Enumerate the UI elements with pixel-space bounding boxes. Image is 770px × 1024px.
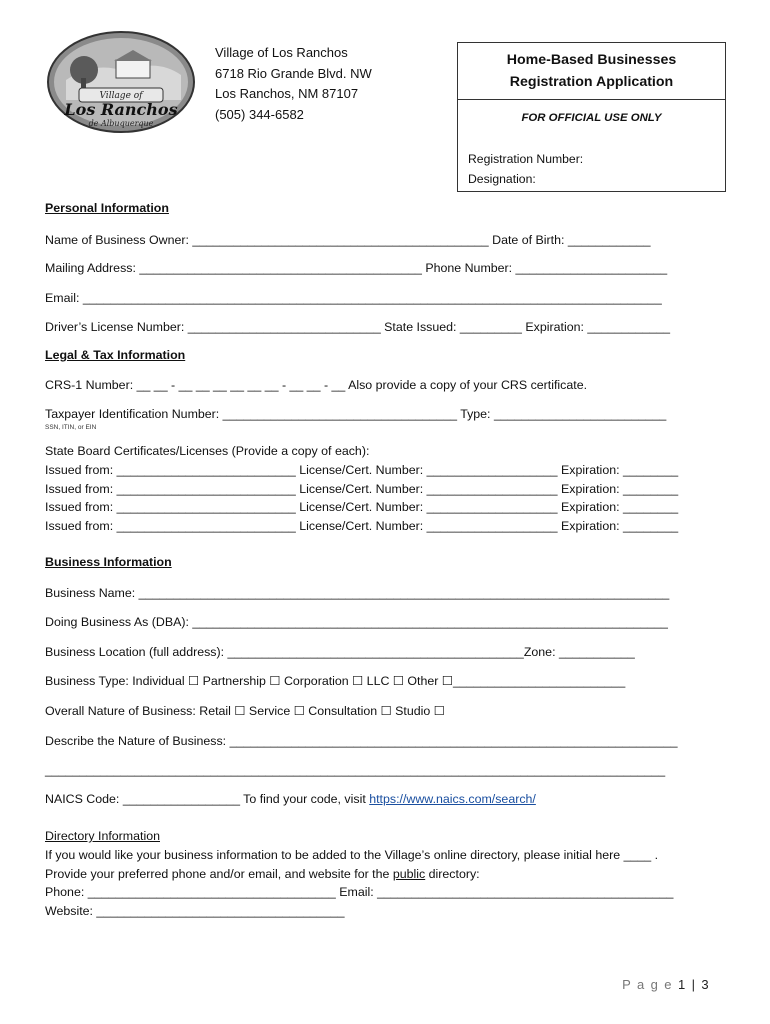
form-title-line-1: Home-Based Businesses [506, 52, 677, 68]
directory-website-field[interactable]: Website: ____________________________________ [45, 904, 345, 918]
directory-preference-line [45, 865, 480, 883]
official-use-heading: FOR OFFICIAL USE ONLY [521, 112, 662, 124]
directory-line2-post: directory: [425, 867, 480, 881]
business-info-heading: Business Information [45, 555, 172, 569]
mailing-address-field[interactable]: Mailing Address: _________________________________________ Phone Number: ______________________ [45, 261, 668, 275]
village-logo [46, 30, 196, 134]
issued-from-row[interactable]: Issued from: __________________________ License/Cert. Number: ___________________ Expiration: ________ [45, 519, 679, 533]
official-use-box [457, 100, 726, 192]
email-field[interactable]: Email: ____________________________________________________________________________________ [45, 291, 662, 305]
village-address [215, 43, 372, 125]
taxpayer-id-field[interactable]: Taxpayer Identification Number: __________________________________ Type: _________________________ [45, 407, 667, 421]
directory-initial-line[interactable]: If you would like your business information to be added to the Village’s online directory, please initial here ____ . [45, 848, 659, 862]
issued-from-row[interactable]: Issued from: __________________________ License/Cert. Number: ___________________ Expiration: ________ [45, 463, 679, 477]
logo-text-village: Village of [99, 91, 143, 101]
logo-text-albuquerque: de Albuquerque [88, 119, 154, 128]
issued-from-row[interactable]: Issued from: __________________________ License/Cert. Number: ___________________ Expiration: ________ [45, 500, 679, 514]
owner-name-field[interactable]: Name of Business Owner: ___________________________________________ Date of Birth: ____________ [45, 233, 651, 247]
naics-code-field [45, 790, 536, 808]
business-name-field[interactable]: Business Name: _____________________________________________________________________________ [45, 586, 670, 600]
page-number [622, 977, 710, 992]
taxpayer-id-note: SSN, ITIN, or EIN [45, 424, 97, 431]
business-location-field[interactable]: Business Location (full address): ___________________________________________Zone: ___________ [45, 645, 635, 659]
directory-phone-email-field[interactable]: Phone: ____________________________________ Email: ___________________________________________ [45, 885, 674, 899]
crs-number-field[interactable]: CRS-1 Number: __ __ - __ __ __ __ __ __ - __ __ - __ Also provide a copy of your CRS certificate. [45, 378, 588, 392]
logo-text-los-ranchos: Los Ranchos [64, 100, 178, 119]
nature-of-business-checkboxes[interactable]: Overall Nature of Business: Retail ☐ Service ☐ Consultation ☐ Studio ☐ [45, 704, 445, 718]
address-phone: (505) 344-6582 [215, 106, 304, 122]
drivers-license-field[interactable]: Driver’s License Number: ____________________________ State Issued: _________ Expiration: ____________ [45, 320, 671, 334]
address-line-1: Village of Los Ranchos [215, 45, 348, 60]
describe-nature-line-2[interactable]: __________________________________________________________________________________________ [45, 763, 666, 777]
issued-from-row[interactable]: Issued from: __________________________ License/Cert. Number: ___________________ Expiration: ________ [45, 482, 679, 496]
describe-nature-field[interactable]: Describe the Nature of Business: _________________________________________________________________ [45, 734, 678, 748]
personal-info-heading: Personal Information [45, 201, 169, 215]
page-count: 1 | 3 [677, 977, 710, 992]
directory-heading: Directory Information [45, 829, 160, 843]
state-board-label: State Board Certificates/Licenses (Provide a copy of each): [45, 444, 370, 458]
registration-number-label: Registration Number: [468, 152, 584, 166]
form-title-box [457, 42, 726, 100]
address-line-2: 6718 Rio Grande Blvd. NW [215, 65, 372, 81]
page-word: P a g e [622, 977, 673, 992]
address-line-3: Los Ranchos, NM 87107 [215, 86, 359, 101]
directory-line2-pre: Provide your preferred phone and/or email, and website for the [45, 867, 393, 881]
directory-public-word: public [392, 867, 426, 881]
legal-tax-heading: Legal & Tax Information [45, 348, 186, 362]
designation-label: Designation: [468, 172, 536, 186]
form-title-line-2: Registration Application [509, 74, 674, 90]
dba-field[interactable]: Doing Business As (DBA): _____________________________________________________________________ [45, 615, 668, 629]
naics-link[interactable]: https://www.naics.com/search/ [369, 792, 536, 806]
naics-label[interactable]: NAICS Code: _________________ To find your code, visit [45, 792, 370, 806]
business-type-checkboxes[interactable]: Business Type: Individual ☐ Partnership ☐ Corporation ☐ LLC ☐ Other ☐_________________________ [45, 674, 626, 688]
